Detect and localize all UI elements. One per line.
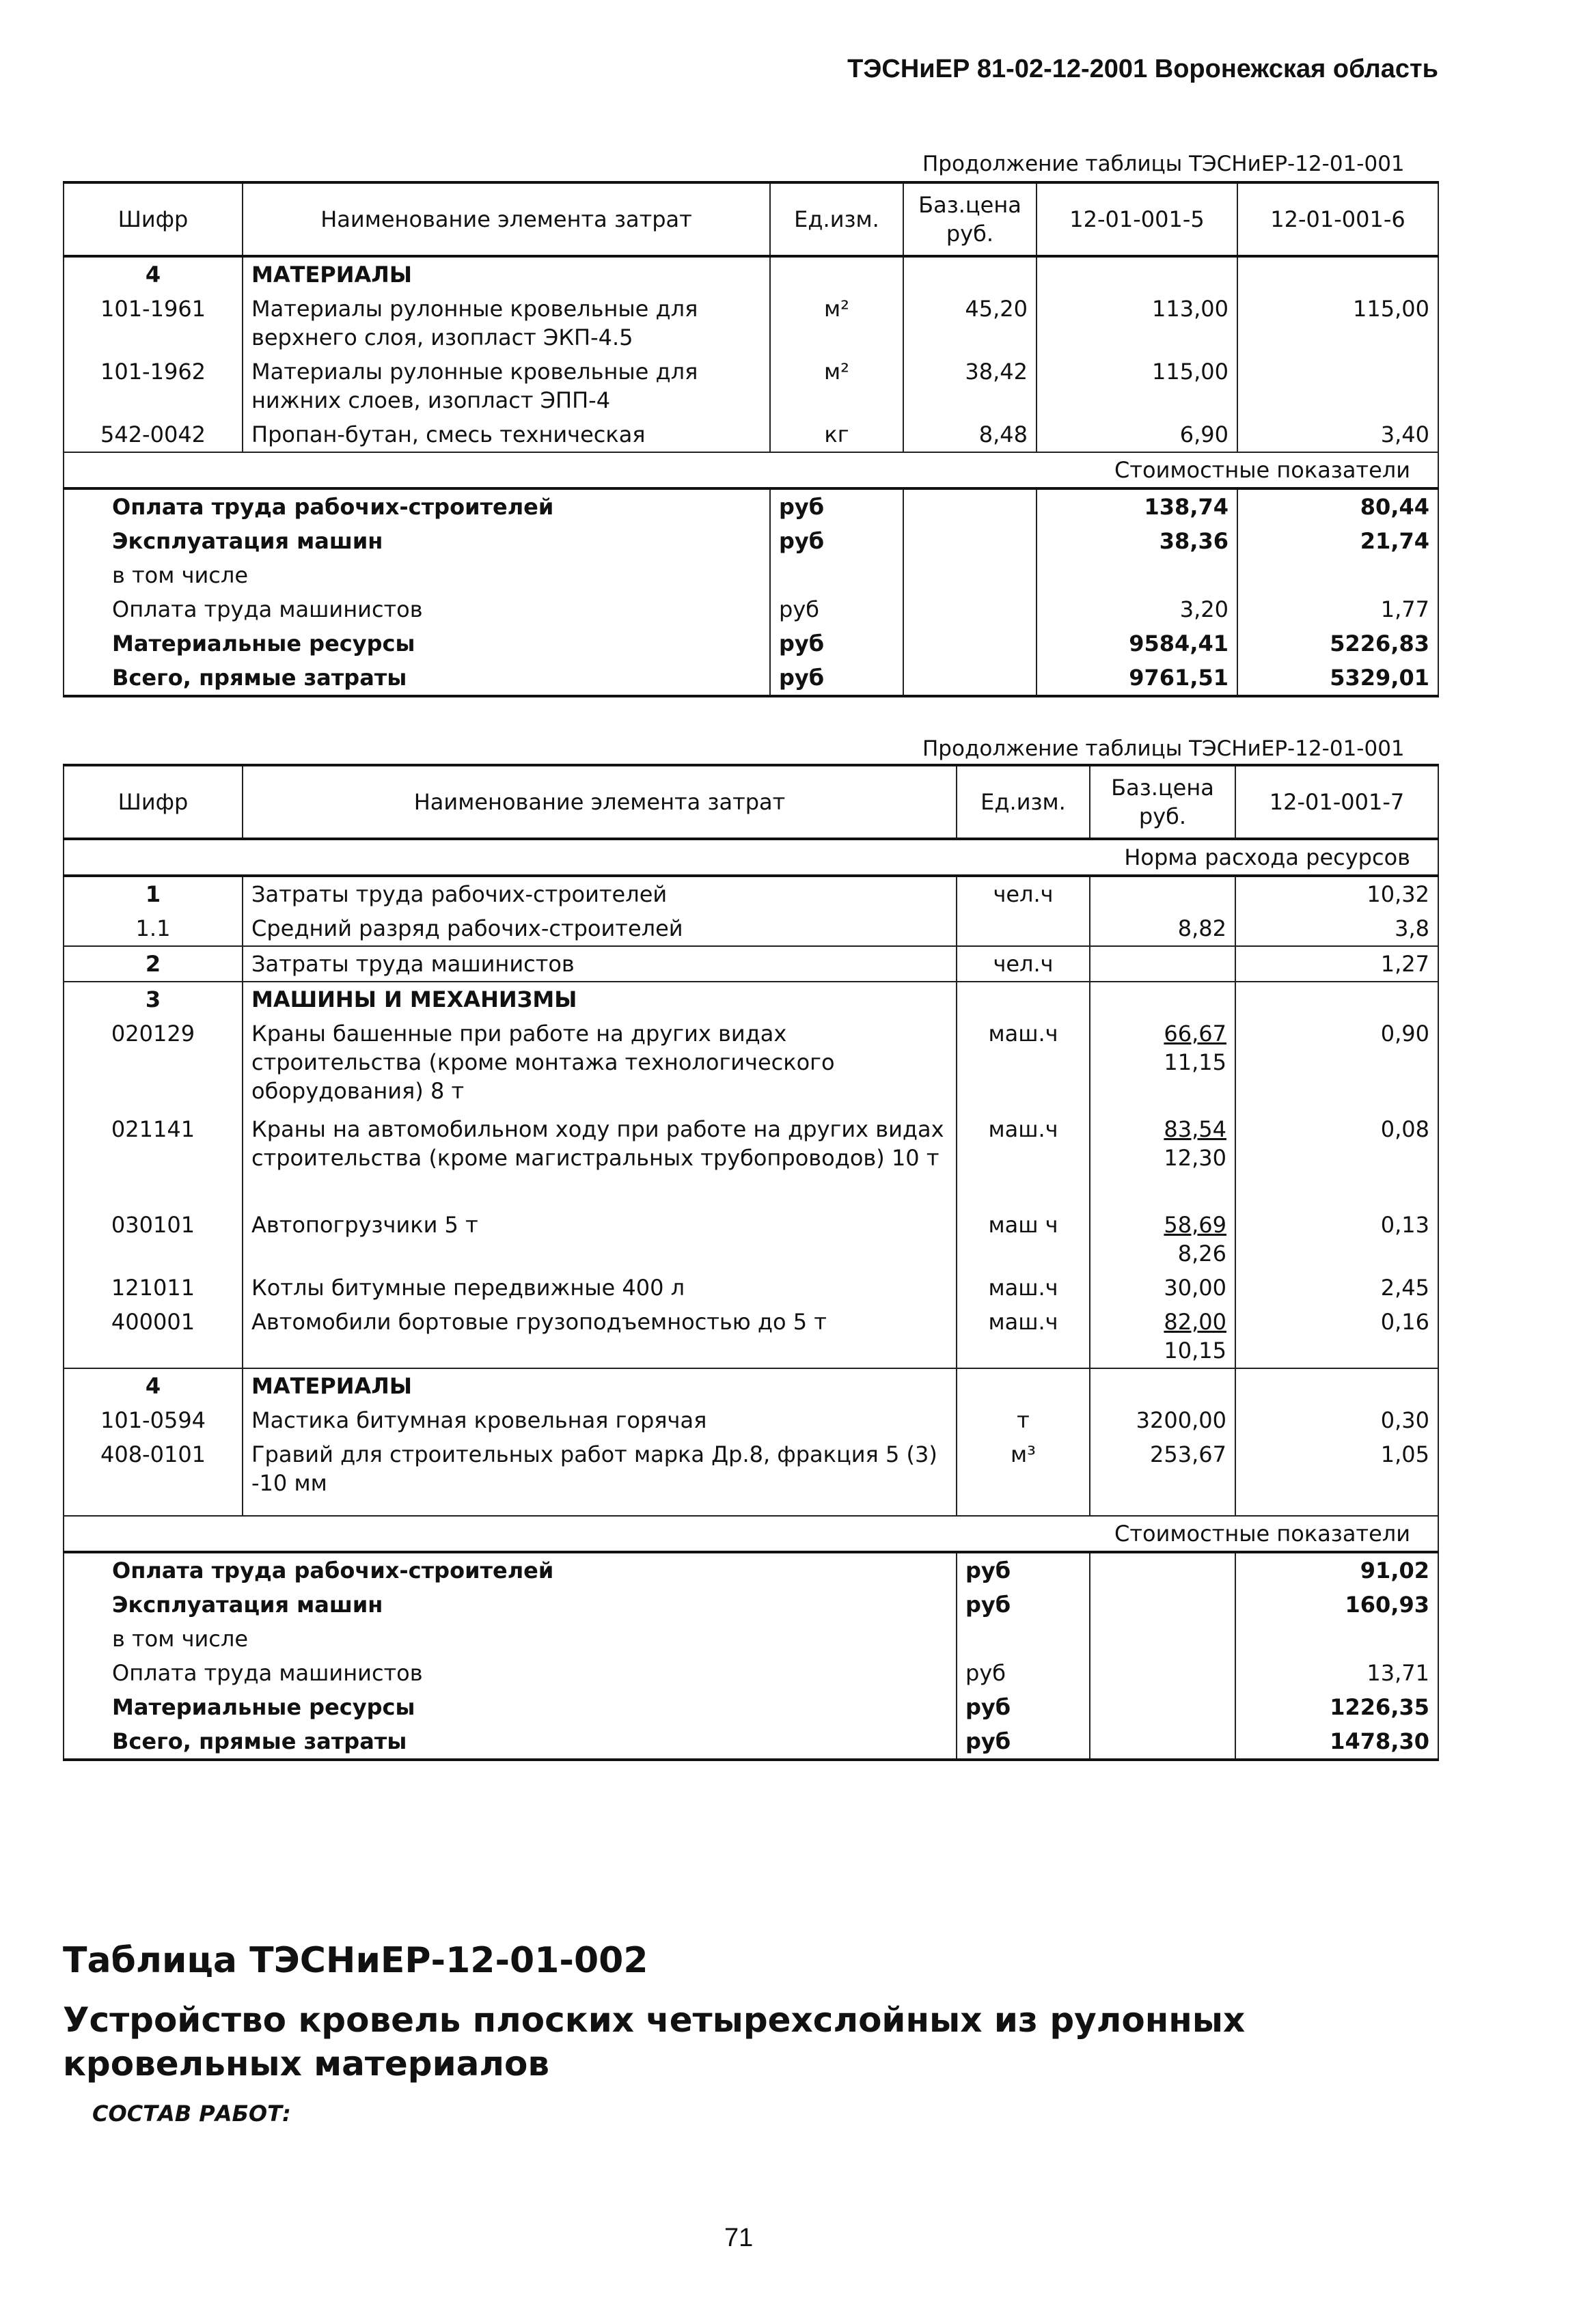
col-name: Наименование элемента затрат	[243, 182, 770, 256]
table-row: 101-1961 Материалы рулонные кровельные для верхнего слоя, изопласт ЭКП-4.5 м² 45,20 113,00 115,00	[64, 292, 1438, 355]
cost-header-row: Стоимостные показатели	[64, 1516, 1438, 1552]
table-title: Таблица ТЭСНиЕР-12-01-002	[63, 1940, 648, 1981]
table-row: Материальные ресурсы руб 1226,35	[64, 1690, 1438, 1724]
col-code: Шифр	[64, 182, 243, 256]
table-row: 4 МАТЕРИАЛЫ	[64, 256, 1438, 292]
col-unit: Ед.изм.	[957, 765, 1090, 839]
col-price: Баз.цена руб.	[1090, 765, 1235, 839]
table-row: 020129 Краны башенные при работе на других видах строительства (кроме монтажа технологического оборудования) 8 т маш.ч 66,67 11,15 0,90	[64, 1016, 1438, 1112]
section-heading: Устройство кровель плоских четырехслойных из рулонных кровельных материалов	[63, 2000, 1246, 2084]
table-row: Оплата труда машинистов руб 3,20 1,77	[64, 592, 1438, 626]
table-row: Всего, прямые затраты руб 1478,30	[64, 1724, 1438, 1760]
table-row: 400001 Автомобили бортовые грузоподъемностью до 5 т маш.ч 82,00 10,15 0,16	[64, 1305, 1438, 1368]
table-row: Оплата труда рабочих-строителей руб 91,02	[64, 1552, 1438, 1588]
table-row: 2 Затраты труда машинистов чел.ч 1,27	[64, 946, 1438, 982]
table-row: 030101 Автопогрузчики 5 т маш ч 58,69 8,26 0,13	[64, 1208, 1438, 1271]
table1-caption: Продолжение таблицы ТЭСНиЕР-12-01-001	[922, 152, 1405, 176]
table-row: 101-0594 Мастика битумная кровельная горячая т 3200,00 0,30	[64, 1403, 1438, 1437]
table-row: Оплата труда рабочих-строителей руб 138,74 80,44	[64, 488, 1438, 524]
col-v: 12-01-001-7	[1235, 765, 1438, 839]
table2	[63, 764, 1439, 1761]
table-row: 1.1 Средний разряд рабочих-строителей 8,82 3,8	[64, 911, 1438, 946]
table-row: Всего, прямые затраты руб 9761,51 5329,01	[64, 661, 1438, 696]
table-row: Эксплуатация машин руб 38,36 21,74	[64, 524, 1438, 558]
table-row: 021141 Краны на автомобильном ходу при работе на других видах строительства (кроме магистральных трубопроводов) 10 т маш.ч 83,54 12,30 0,08	[64, 1112, 1438, 1208]
table2-caption: Продолжение таблицы ТЭСНиЕР-12-01-001	[922, 736, 1405, 761]
col-v1: 12-01-001-5	[1037, 182, 1237, 256]
table-row: Материальные ресурсы руб 9584,41 5226,83	[64, 626, 1438, 661]
cost-header-row: Стоимостные показатели	[64, 452, 1438, 488]
page-number: 71	[724, 2224, 754, 2252]
col-v2: 12-01-001-6	[1237, 182, 1438, 256]
norm-header-row: Норма расхода ресурсов	[64, 839, 1438, 876]
document-header: ТЭСНиЕР 81-02-12-2001 Воронежская область	[847, 55, 1438, 83]
table-row: 121011 Котлы битумные передвижные 400 л маш.ч 30,00 2,45	[64, 1271, 1438, 1305]
table1	[63, 181, 1439, 697]
table-row: в том числе	[64, 1622, 1438, 1656]
table-row: Эксплуатация машин руб 160,93	[64, 1588, 1438, 1622]
table-row: 3 МАШИНЫ И МЕХАНИЗМЫ	[64, 982, 1438, 1016]
table-row: 101-1962 Материалы рулонные кровельные для нижних слоев, изопласт ЭПП-4 м² 38,42 115,00	[64, 355, 1438, 417]
table-row: в том числе	[64, 558, 1438, 592]
table-row: 4 МАТЕРИАЛЫ	[64, 1368, 1438, 1403]
table-row: 542-0042 Пропан-бутан, смесь техническая кг 8,48 6,90 3,40	[64, 417, 1438, 452]
table-row: 1 Затраты труда рабочих-строителей чел.ч 10,32	[64, 876, 1438, 911]
col-price: Баз.цена руб.	[903, 182, 1037, 256]
table-row: 408-0101 Гравий для строительных работ марка Др.8, фракция 5 (3) -10 мм м³ 253,67 1,05	[64, 1437, 1438, 1516]
col-name: Наименование элемента затрат	[243, 765, 957, 839]
table-row: Оплата труда машинистов руб 13,71	[64, 1656, 1438, 1690]
work-composition-label: СОСТАВ РАБОТ:	[92, 2101, 291, 2127]
col-unit: Ед.изм.	[770, 182, 903, 256]
col-code: Шифр	[64, 765, 243, 839]
